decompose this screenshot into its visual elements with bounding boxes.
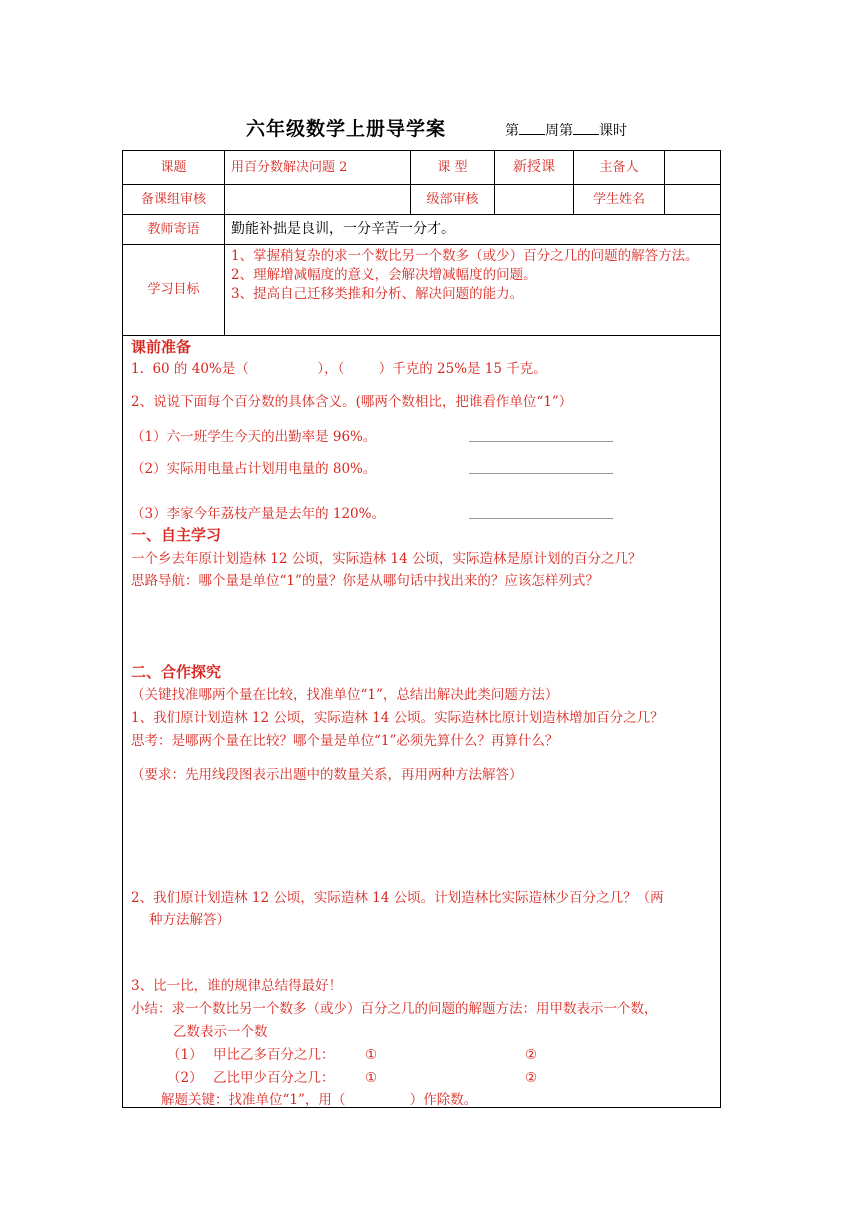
group-review-value[interactable] [225,185,410,214]
summary-cont: 乙数表示一个数 [173,1024,268,1040]
self-study-problem: 一个乡去年原计划造林 12 公顷，实际造林 14 公顷，实际造林是原计划的百分之几？ [131,551,642,567]
student-name-field[interactable] [665,185,720,214]
slot-prefix: 第 [505,123,519,139]
prep-heading: 课前准备 [131,338,192,356]
coop-q1-requirement: （要求：先用线段图表示出题中的数量关系，再用两种方法解答） [131,767,523,783]
row-divider [123,335,720,336]
summary: 小结：求一个数比另一个数多（或少）百分之几的问题的解题方法：用甲数表示一个数， [131,1001,658,1017]
topic-value: 用百分数解决问题 2 [231,159,348,175]
coop-q2-cont: 种方法解答） [149,912,230,928]
page-title: 六年级数学上册导学案 [246,118,447,140]
row-number: （1） [167,1047,203,1063]
self-study-hint: 思路导航：哪个量是单位“1”的量？你是从哪句话中找出来的？应该怎样列式？ [131,573,599,589]
topic-label: 课题 [160,159,187,175]
prep-item [131,504,717,524]
row-text: 乙比甲少百分之几： [213,1070,335,1086]
coop-note: （关键找准哪两个量在比较，找准单位“1”，总结出解决此类问题方法） [131,687,559,703]
type-value: 新授课 [513,159,555,176]
week-blank[interactable] [519,120,545,135]
teacher-msg-label: 教师寄语 [147,221,200,237]
type-label: 课 型 [437,159,468,175]
group-review-label: 备课组审核 [140,191,206,207]
row-number: （2） [167,1070,203,1086]
answer-line[interactable] [469,429,613,442]
row-text: 甲比乙多百分之几： [213,1047,335,1063]
goal-item: 3、提高自己迁移类推和分析、解决问题的能力。 [231,286,524,302]
prep-item-text: （3）李家今年荔枝产量是去年的 120%。 [131,506,385,522]
prep-q2: 2、说说下面每个百分数的具体含义。(哪两个数相比，把谁看作单位“1”） [131,394,573,410]
prep-item-text: （2）实际用电量占计划用电量的 80%。 [131,461,377,477]
answer-mark-1: ① [365,1047,378,1063]
coop-q1-think: 思考：是哪两个量在比较？哪个量是单位“1”必须先算什么？再算什么？ [131,733,559,749]
lesson-table [122,150,721,1108]
student-label: 学生姓名 [592,191,645,207]
answer-line[interactable] [469,506,613,519]
col-divider [224,151,225,335]
lead-label: 主备人 [599,159,639,175]
key-point: 解题关键：找准单位“1”，用（ ）作除数。 [161,1092,478,1108]
goal-item: 2、理解增减幅度的意义，会解决增减幅度的问题。 [231,267,537,283]
answer-line[interactable] [469,461,613,474]
coop-heading: 二、合作探究 [131,663,222,681]
slot-suffix: 课时 [599,123,627,139]
lead-value[interactable] [665,151,720,184]
goals-label: 学习目标 [147,282,200,298]
lesson-slot [505,120,627,140]
goals-list [231,247,717,304]
answer-mark-2: ② [525,1070,538,1086]
self-study-heading: 一、自主学习 [131,526,222,544]
prep-item-text: （1）六一班学生今天的出勤率是 96%。 [131,429,377,445]
prep-item [131,427,717,447]
coop-q3: 3、比一比，谁的规律总结得最好！ [131,978,343,994]
answer-mark-2: ② [525,1047,538,1063]
answer-mark-1: ① [365,1070,378,1086]
title-row [0,114,860,144]
coop-q2: 2、我们原计划造林 12 公顷，实际造林 14 公顷。计划造林比实际造林少百分之几？（两 [131,890,664,906]
slot-mid: 周第 [545,123,573,139]
dept-review-label: 级部审核 [426,191,479,207]
period-blank[interactable] [573,120,599,135]
prep-item [131,459,717,479]
dept-review-value[interactable] [495,185,573,214]
coop-q1: 1、我们原计划造林 12 公顷，实际造林 14 公顷。实际造林比原计划造林增加百分之几？ [131,710,664,726]
goal-item: 1、掌握稍复杂的求一个数比另一个数多（或少）百分之几的问题的解答方法。 [231,248,699,264]
teacher-msg: 勤能补拙是良训，一分辛苦一分才。 [231,221,455,238]
prep-q1: 1. 60 的 40%是（ ），（ ）千克的 25%是 15 千克。 [131,361,547,377]
